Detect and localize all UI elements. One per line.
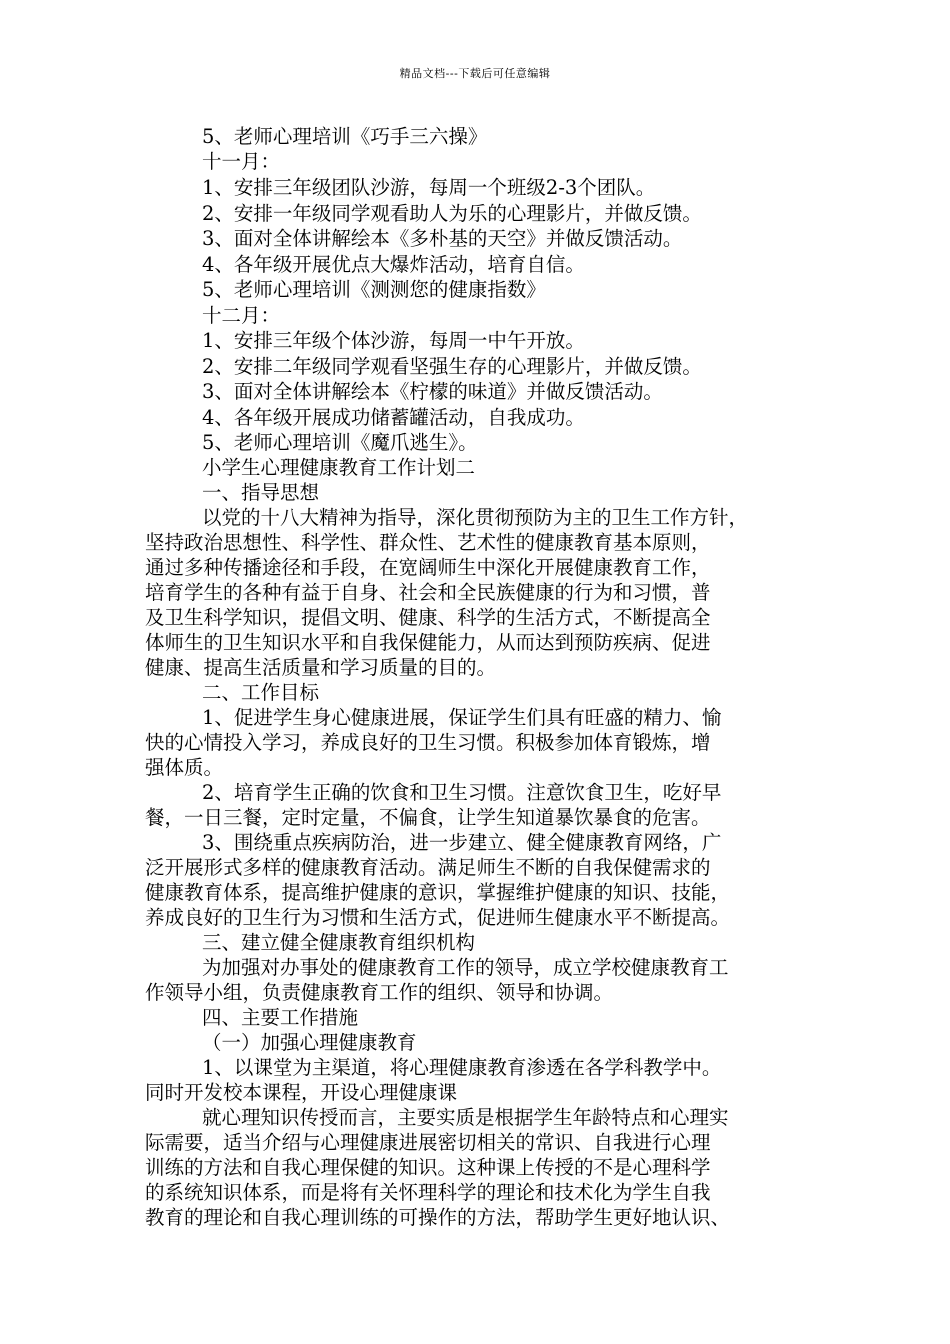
text-line: 1、以课堂为主渠道，将心理健康教育渗透在各学科教学中。 [202,1056,722,1079]
text-line: 以党的十八大精神为指导，深化贯彻预防为主的卫生工作方针， [202,506,749,529]
text-line: 5、老师心理培训《魔爪逃生》。 [202,431,478,454]
text-line: 快的心情投入学习，养成良好的卫生习惯。积极参加体育锻炼，增 [145,731,711,754]
text-line: 1、促进学生身心健康进展，保证学生们具有旺盛的精力、愉 [202,706,722,729]
text-line: 及卫生科学知识，提倡文明、健康、科学的生活方式，不断提高全 [145,606,711,629]
text-line: 2、培育学生正确的饮食和卫生习惯。注意饮食卫生，吃好早 [202,781,722,804]
section-heading: 三、建立健全健康教育组织机构 [202,931,476,954]
text-line: 健康教育体系，提高维护健康的意识，掌握维护健康的知识、技能， [145,881,731,904]
text-line: 培育学生的各种有益于自身、社会和全民族健康的行为和习惯，普 [145,581,711,604]
text-line: 养成良好的卫生行为习惯和生活方式，促进师生健康水平不断提高。 [145,906,731,929]
text-line: 坚持政治思想性、科学性、群众性、艺术性的健康教育基本原则， [145,531,711,554]
text-line: 的系统知识体系，而是将有关怀理科学的理论和技术化为学生自我 [145,1181,711,1204]
text-line: 2、安排一年级同学观看助人为乐的心理影片，并做反馈。 [202,202,702,225]
text-line: 通过多种传播途径和手段，在宽阔师生中深化开展健康教育工作， [145,556,711,579]
text-line: 泛开展形式多样的健康教育活动。满足师生不断的自我保健需求的 [145,856,711,879]
text-line: 训练的方法和自我心理保健的知识。这种课上传授的不是心理科学 [145,1156,711,1179]
text-line: 4、各年级开展成功储蓄罐活动，自我成功。 [202,406,585,429]
section-heading: 一、指导思想 [202,481,320,504]
text-line: 1、安排三年级团队沙游，每周一个班级2-3个团队。 [202,176,656,199]
text-line: 十二月： [202,304,281,327]
text-line: 教育的理论和自我心理训练的可操作的方法，帮助学生更好地认识、 [145,1206,731,1229]
text-line: 健康、提高生活质量和学习质量的目的。 [145,656,497,679]
text-line: 5、老师心理培训《巧手三六操》 [202,125,488,148]
section-heading: 二、工作目标 [202,681,320,704]
text-line: 体师生的卫生知识水平和自我保健能力，从而达到预防疾病、促进 [145,631,711,654]
text-line: 强体质。 [145,756,224,779]
section-heading: 四、主要工作措施 [202,1006,359,1029]
text-line: 3、面对全体讲解绘本《柠檬的味道》并做反馈活动。 [202,380,663,403]
subsection-heading: （一）加强心理健康教育 [202,1031,417,1054]
text-line: 十一月： [202,150,281,173]
text-line: 5、老师心理培训《测测您的健康指数》 [202,278,546,301]
text-line: 际需要，适当介绍与心理健康进展密切相关的常识、自我进行心理 [145,1131,711,1154]
text-line: 作领导小组，负责健康教育工作的组织、领导和协调。 [145,981,614,1004]
text-line: 3、围绕重点疾病防治，进一步建立、健全健康教育网络，广 [202,831,722,854]
text-line: 1、安排三年级个体沙游，每周一中午开放。 [202,329,585,352]
text-line: 2、安排二年级同学观看坚强生存的心理影片，并做反馈。 [202,355,702,378]
text-line: 4、各年级开展优点大爆炸活动，培育自信。 [202,253,585,276]
text-line: 为加强对办事处的健康教育工作的领导，成立学校健康教育工 [202,956,729,979]
text-line: 同时开发校本课程，开设心理健康课 [145,1081,458,1104]
page-header: 精品文档---下载后可任意编辑 [399,67,551,80]
text-line: 就心理知识传授而言，主要实质是根据学生年龄特点和心理实 [202,1106,729,1129]
text-line: 3、面对全体讲解绘本《多朴基的天空》并做反馈活动。 [202,227,683,250]
section-title: 小学生心理健康教育工作计划二 [202,456,476,479]
text-line: 餐，一日三餐，定时定量，不偏食，让学生知道暴饮暴食的危害。 [145,806,711,829]
